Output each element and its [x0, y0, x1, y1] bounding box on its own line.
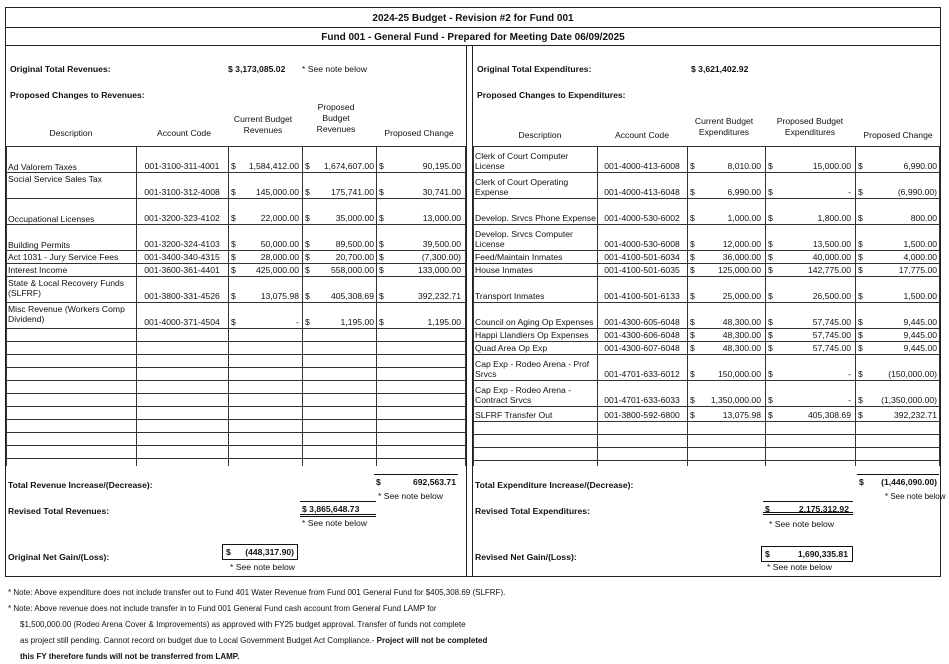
- rev-row-account: 001-3800-331-4526: [144, 291, 220, 301]
- rev-grid-hline: [6, 406, 465, 407]
- exp-row-current-currency: $: [690, 239, 695, 249]
- rev-row-change: 1,195.00: [427, 317, 461, 327]
- exp-row-account: 001-4300-605-6048: [604, 317, 680, 327]
- exp-row-change: 9,445.00: [903, 330, 937, 340]
- exp-row-current: 12,000.00: [722, 239, 761, 249]
- rev-row-change: 30,741.00: [422, 187, 461, 197]
- exp-row-change-currency: $: [858, 395, 863, 405]
- exp-row-change: (6,990.00): [897, 187, 937, 197]
- exp-row-description: Happi Llandiers Op Expenses: [475, 330, 589, 340]
- exp-revised-value: 2,175,312.92: [798, 504, 849, 514]
- exp-row-current-currency: $: [690, 369, 695, 379]
- rev-total-currency: $: [376, 477, 381, 487]
- revenues-panel: [6, 46, 467, 576]
- rev-row-account: 001-3600-361-4401: [144, 265, 220, 275]
- exp-row-proposed: 13,500.00: [812, 239, 851, 249]
- rev-header-current: Current Budget Revenues: [233, 114, 293, 135]
- exp-row-proposed-currency: $: [768, 369, 773, 379]
- exp-row-proposed-currency: $: [768, 343, 773, 353]
- footnote-2c: as project still pending. Cannot record on budget due to Local Government Budget Act Compliance.-: [20, 636, 375, 645]
- exp-grid-vline: [765, 146, 766, 466]
- rev-row-description: Misc Revenue (Workers Comp Dividend): [8, 304, 125, 324]
- exp-row-change: 9,445.00: [903, 343, 937, 353]
- rev-revised-note: * See note below: [302, 518, 367, 528]
- rev-row-description: Building Permits: [8, 240, 71, 250]
- rev-row-current: 145,000.00: [255, 187, 299, 197]
- rev-header-proposed: Proposed Budget Revenues: [316, 102, 356, 134]
- rev-row-change-currency: $: [379, 291, 384, 301]
- exp-row-current: 125,000.00: [717, 265, 761, 275]
- exp-grid-hline: [473, 406, 939, 407]
- exp-row-proposed: 1,800.00: [817, 213, 851, 223]
- rev-total-note: * See note below: [378, 491, 443, 501]
- exp-row-account: 001-4701-633-6033: [604, 395, 680, 405]
- rev-grid-top: [6, 146, 465, 147]
- exp-row-description: SLFRF Transfer Out: [475, 410, 553, 420]
- rev-row-proposed-currency: $: [305, 213, 310, 223]
- exp-row-current-currency: $: [690, 317, 695, 327]
- exp-total-label: Total Expenditure Increase/(Decrease):: [475, 480, 634, 490]
- rev-grid-hline: [6, 419, 465, 420]
- exp-row-current-currency: $: [690, 252, 695, 262]
- rev-row-proposed-currency: $: [305, 265, 310, 275]
- exp-row-change-currency: $: [858, 239, 863, 249]
- rev-grid-vline: [228, 146, 229, 466]
- exp-row-current: 6,990.00: [727, 187, 761, 197]
- expenditures-panel: [472, 46, 946, 576]
- exp-net-value: 1,690,335.81: [797, 549, 848, 559]
- rev-row-description: Occupational Licenses: [8, 214, 95, 224]
- exp-row-change: (1,350,000.00): [881, 395, 937, 405]
- title-line-1: 2024-25 Budget - Revision #2 for Fund 001: [372, 13, 574, 24]
- original-expenditures-value: $ 3,621,402.92: [691, 64, 749, 74]
- exp-grid-hline: [473, 421, 939, 422]
- title-line-2: Fund 001 - General Fund - Prepared for Meeting Date 06/09/2025: [6, 27, 940, 43]
- exp-row-change: 1,500.00: [903, 239, 937, 249]
- exp-row-proposed-currency: $: [768, 252, 773, 262]
- rev-grid-hline: [6, 276, 465, 277]
- exp-row-current: 1,000.00: [727, 213, 761, 223]
- exp-row-account: 001-4300-607-6048: [604, 343, 680, 353]
- exp-row-description: Council on Aging Op Expenses: [475, 317, 594, 327]
- exp-row-proposed: -: [848, 187, 851, 197]
- exp-row-current-currency: $: [690, 395, 695, 405]
- exp-net-currency: $: [765, 549, 770, 559]
- exp-net-note: * See note below: [767, 562, 832, 572]
- rev-row-proposed-currency: $: [305, 187, 310, 197]
- rev-row-proposed-currency: $: [305, 291, 310, 301]
- exp-row-proposed-currency: $: [768, 265, 773, 275]
- footnote-2c-line: [8, 633, 938, 649]
- footnote-2b: $1,500,000.00 (Rodeo Arena Cover & Improvements) as approved with FY25 budget approval. Transfer of funds not complete: [20, 620, 466, 629]
- rev-row-change-currency: $: [379, 252, 384, 262]
- exp-row-description: Quad Area Op Exp: [475, 343, 548, 353]
- exp-row-change-currency: $: [858, 291, 863, 301]
- exp-row-proposed: 57,745.00: [812, 317, 851, 327]
- exp-row-proposed-currency: $: [768, 395, 773, 405]
- exp-row-change-currency: $: [858, 410, 863, 420]
- exp-row-proposed: -: [848, 369, 851, 379]
- original-revenues-value: $ 3,173,085.02: [228, 64, 286, 74]
- rev-grid-hline: [6, 445, 465, 446]
- rev-row-current: 1,584,412.00: [248, 161, 299, 171]
- exp-revised-currency: $: [765, 504, 770, 514]
- exp-row-proposed-currency: $: [768, 291, 773, 301]
- exp-row-current-currency: $: [690, 410, 695, 420]
- rev-row-proposed-currency: $: [305, 317, 310, 327]
- exp-row-account: 001-4701-633-6012: [604, 369, 680, 379]
- exp-net-box: [761, 546, 853, 562]
- exp-grid-hline: [473, 434, 939, 435]
- exp-row-current: 8,010.00: [727, 161, 761, 171]
- rev-grid-vline: [302, 146, 303, 466]
- rev-row-account: 001-3400-340-4315: [144, 252, 220, 262]
- rev-grid-hline: [6, 432, 465, 433]
- exp-row-current-currency: $: [690, 330, 695, 340]
- exp-header-description: Description: [518, 130, 562, 140]
- rev-row-account: 001-3100-311-4001: [144, 161, 220, 171]
- exp-row-current-currency: $: [690, 291, 695, 301]
- exp-row-current: 48,300.00: [722, 317, 761, 327]
- rev-header-change: Proposed Change: [384, 128, 454, 138]
- title-band: [6, 8, 940, 46]
- rev-grid-vline: [465, 146, 466, 466]
- rev-row-account: 001-3200-323-4102: [144, 213, 220, 223]
- exp-row-description: Develop. Srvcs Phone Expense: [475, 213, 596, 223]
- rev-grid-hline: [6, 458, 465, 459]
- exp-row-current: 13,075.98: [722, 410, 761, 420]
- exp-row-current-currency: $: [690, 161, 695, 171]
- exp-grid-hline: [473, 447, 939, 448]
- exp-header-current: Current Budget Expenditures: [694, 116, 754, 137]
- rev-net-value: (448,317.90): [245, 547, 294, 557]
- original-expenditures-label: Original Total Expenditures:: [477, 64, 592, 74]
- exp-row-account: 001-4100-501-6133: [604, 291, 680, 301]
- rev-row-description: State & Local Recovery Funds (SLFRF): [8, 278, 125, 298]
- rev-row-proposed: 35,000.00: [335, 213, 374, 223]
- exp-row-proposed: 40,000.00: [812, 252, 851, 262]
- exp-row-current: 48,300.00: [722, 330, 761, 340]
- rev-row-proposed-currency: $: [305, 252, 310, 262]
- exp-row-proposed: -: [848, 395, 851, 405]
- footnote-1: * Note: Above expenditure does not include transfer out to Fund 401 Water Revenue from Fund 001 General Fund for $405,308.69 (SLFRF).: [8, 588, 506, 597]
- exp-row-account: 001-4000-530-6002: [604, 213, 680, 223]
- exp-row-change: 9,445.00: [903, 317, 937, 327]
- exp-row-change-currency: $: [858, 369, 863, 379]
- footnote-2c-bold: Project will not be completed: [376, 636, 488, 645]
- rev-row-proposed: 405,308.69: [330, 291, 374, 301]
- rev-total-label: Total Revenue Increase/(Decrease):: [8, 480, 153, 490]
- exp-grid-vline: [855, 146, 856, 466]
- exp-row-proposed: 57,745.00: [812, 330, 851, 340]
- exp-header-account: Account Code: [615, 130, 669, 140]
- rev-row-proposed-currency: $: [305, 239, 310, 249]
- rev-revised-label: Revised Total Revenues:: [8, 506, 110, 516]
- rev-row-description: Act 1031 - Jury Service Fees: [8, 252, 119, 262]
- rev-revised-value: $ 3,865,648.73: [300, 501, 376, 517]
- rev-row-current: 28,000.00: [260, 252, 299, 262]
- exp-row-proposed-currency: $: [768, 330, 773, 340]
- rev-row-current: 22,000.00: [260, 213, 299, 223]
- exp-grid-vline: [939, 146, 940, 466]
- exp-row-description: Cap Exp - Rodeo Arena - Prof Srvcs: [475, 359, 590, 379]
- exp-row-proposed: 57,745.00: [812, 343, 851, 353]
- rev-grid-hline: [6, 367, 465, 368]
- exp-row-proposed-currency: $: [768, 161, 773, 171]
- exp-row-change: 17,775.00: [898, 265, 937, 275]
- exp-row-current: 1,350,000.00: [710, 395, 761, 405]
- exp-row-proposed-currency: $: [768, 187, 773, 197]
- rev-row-proposed: 20,700.00: [335, 252, 374, 262]
- exp-row-account: 001-4000-530-6008: [604, 239, 680, 249]
- exp-row-change-currency: $: [858, 187, 863, 197]
- exp-total-box: [857, 474, 939, 488]
- rev-row-current: 13,075.98: [260, 291, 299, 301]
- rev-header-account: Account Code: [157, 128, 211, 138]
- rev-row-current-currency: $: [231, 252, 236, 262]
- rev-grid-hline: [6, 341, 465, 342]
- original-revenues-label: Original Total Revenues:: [10, 64, 111, 74]
- rev-row-change: 90,195.00: [422, 161, 461, 171]
- exp-row-description: Develop. Srvcs Computer License: [475, 229, 573, 249]
- exp-row-change: 6,990.00: [903, 161, 937, 171]
- rev-row-proposed: 1,674,607.00: [323, 161, 374, 171]
- rev-row-current-currency: $: [231, 265, 236, 275]
- rev-row-current: -: [296, 317, 299, 327]
- rev-row-proposed: 1,195.00: [340, 317, 374, 327]
- rev-row-change-currency: $: [379, 187, 384, 197]
- rev-row-change: 133,000.00: [417, 265, 461, 275]
- rev-row-change-currency: $: [379, 213, 384, 223]
- rev-grid-hline: [6, 393, 465, 394]
- exp-row-account: 001-4100-501-6035: [604, 265, 680, 275]
- exp-row-change-currency: $: [858, 213, 863, 223]
- exp-row-change: 1,500.00: [903, 291, 937, 301]
- exp-net-label: Revised Net Gain/(Loss):: [475, 552, 577, 562]
- exp-row-current: 36,000.00: [722, 252, 761, 262]
- exp-grid-hline: [473, 460, 939, 461]
- rev-grid-hline: [6, 380, 465, 381]
- exp-row-description: Clerk of Court Operating Expense: [475, 177, 569, 197]
- exp-row-proposed: 26,500.00: [812, 291, 851, 301]
- rev-row-description: Ad Valorem Taxes: [8, 162, 77, 172]
- exp-row-proposed: 142,775.00: [807, 265, 851, 275]
- exp-header-change: Proposed Change: [863, 130, 933, 140]
- rev-total-value: 692,563.71: [412, 477, 456, 487]
- rev-header-description: Description: [49, 128, 93, 138]
- exp-row-change-currency: $: [858, 343, 863, 353]
- rev-row-current: 425,000.00: [255, 265, 299, 275]
- exp-revised-note: * See note below: [769, 519, 834, 529]
- rev-row-account: 001-4000-371-4504: [144, 317, 220, 327]
- rev-row-change: 13,000.00: [422, 213, 461, 223]
- exp-row-account: 001-3800-592-6800: [604, 410, 680, 420]
- exp-row-current-currency: $: [690, 343, 695, 353]
- exp-row-description: Cap Exp - Rodeo Arena - Contract Srvcs: [475, 385, 572, 405]
- rev-row-change-currency: $: [379, 239, 384, 249]
- footnotes: [8, 585, 938, 664]
- rev-total-box: [374, 474, 458, 488]
- rev-row-current-currency: $: [231, 213, 236, 223]
- exp-row-proposed-currency: $: [768, 239, 773, 249]
- exp-total-note: * See note below: [885, 492, 946, 501]
- rev-row-current-currency: $: [231, 187, 236, 197]
- expenditure-changes-label: Proposed Changes to Expenditures:: [477, 90, 626, 100]
- exp-row-account: 001-4300-606-6048: [604, 330, 680, 340]
- rev-grid-hline: [6, 354, 465, 355]
- exp-row-description: Clerk of Court Computer License: [475, 151, 569, 171]
- exp-row-change-currency: $: [858, 161, 863, 171]
- exp-revised-label: Revised Total Expenditures:: [475, 506, 590, 516]
- rev-row-proposed: 558,000.00: [330, 265, 374, 275]
- exp-row-account: 001-4100-501-6034: [604, 252, 680, 262]
- rev-row-change: 392,232.71: [417, 291, 461, 301]
- revenue-changes-label: Proposed Changes to Revenues:: [10, 90, 145, 100]
- exp-total-currency: $: [859, 477, 864, 487]
- rev-row-description: Social Service Sales Tax: [8, 174, 102, 184]
- exp-row-change-currency: $: [858, 252, 863, 262]
- exp-row-description: House Inmates: [475, 265, 533, 275]
- original-revenues-note: * See note below: [302, 64, 367, 74]
- exp-row-current: 25,000.00: [722, 291, 761, 301]
- rev-net-note: * See note below: [230, 562, 295, 572]
- rev-grid-vline: [6, 146, 7, 466]
- exp-row-change-currency: $: [858, 265, 863, 275]
- rev-net-currency: $: [226, 547, 231, 557]
- rev-net-box: [222, 544, 298, 560]
- exp-row-account: 001-4000-413-6008: [604, 161, 680, 171]
- exp-total-value: (1,446,090.00): [881, 477, 937, 487]
- rev-row-current: 50,000.00: [260, 239, 299, 249]
- rev-row-current-currency: $: [231, 291, 236, 301]
- rev-row-change: (7,300.00): [421, 252, 461, 262]
- exp-row-change-currency: $: [858, 330, 863, 340]
- budget-sheet: [5, 7, 946, 577]
- rev-row-account: 001-3200-324-4103: [144, 239, 220, 249]
- exp-row-proposed: 405,308.69: [807, 410, 851, 420]
- exp-revised-box: [763, 501, 853, 515]
- exp-row-proposed-currency: $: [768, 213, 773, 223]
- footnote-2d: this FY therefore funds will not be transferred from LAMP.: [20, 652, 240, 661]
- exp-row-current: 48,300.00: [722, 343, 761, 353]
- exp-row-proposed-currency: $: [768, 317, 773, 327]
- exp-grid-vline: [687, 146, 688, 466]
- exp-row-current-currency: $: [690, 265, 695, 275]
- rev-row-proposed: 89,500.00: [335, 239, 374, 249]
- exp-row-change: 800.00: [910, 213, 937, 223]
- exp-row-proposed-currency: $: [768, 410, 773, 420]
- exp-row-current: 150,000.00: [717, 369, 761, 379]
- rev-row-current-currency: $: [231, 317, 236, 327]
- rev-row-current-currency: $: [231, 161, 236, 171]
- rev-row-account: 001-3100-312-4008: [144, 187, 220, 197]
- rev-row-change-currency: $: [379, 265, 384, 275]
- exp-row-change: 392,232.71: [893, 410, 937, 420]
- rev-row-proposed-currency: $: [305, 161, 310, 171]
- exp-row-account: 001-4000-413-6048: [604, 187, 680, 197]
- rev-row-current-currency: $: [231, 239, 236, 249]
- exp-row-change: 4,000.00: [903, 252, 937, 262]
- exp-row-proposed: 15,000.00: [812, 161, 851, 171]
- rev-row-change-currency: $: [379, 161, 384, 171]
- rev-row-change: 39,500.00: [422, 239, 461, 249]
- rev-row-description: Interest Income: [8, 265, 68, 275]
- exp-header-proposed: Proposed Budget Expenditures: [776, 116, 844, 137]
- exp-grid-vline: [473, 146, 474, 466]
- exp-row-current-currency: $: [690, 187, 695, 197]
- exp-row-description: Feed/Maintain Inmates: [475, 252, 563, 262]
- exp-row-description: Transport Inmates: [475, 291, 545, 301]
- exp-row-current-currency: $: [690, 213, 695, 223]
- exp-row-change-currency: $: [858, 317, 863, 327]
- rev-grid-vline: [376, 146, 377, 466]
- exp-row-change: (150,000.00): [888, 369, 937, 379]
- rev-net-label: Original Net Gain/(Loss):: [8, 552, 110, 562]
- rev-row-proposed: 175,741.00: [330, 187, 374, 197]
- rev-row-change-currency: $: [379, 317, 384, 327]
- footnote-2a: * Note: Above revenue does not include transfer in to Fund 001 General Fund cash account from General Fund LAMP for: [8, 604, 437, 613]
